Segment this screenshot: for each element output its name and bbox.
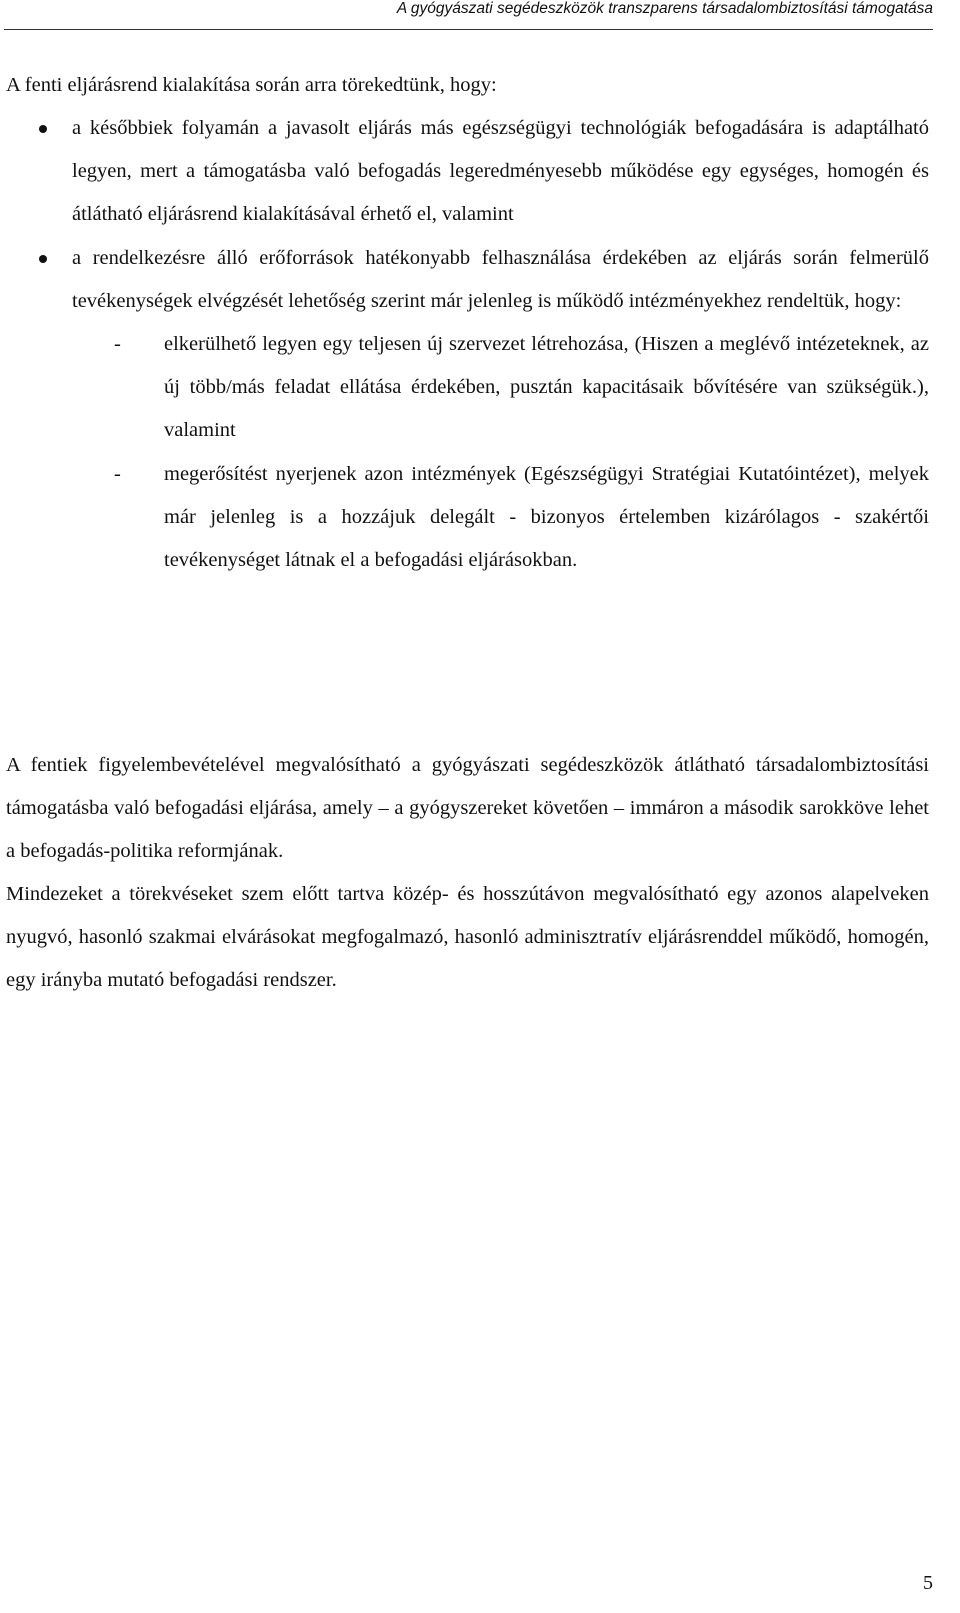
intro-paragraph: A fenti eljárásrend kialakítása során arra törekedtünk, hogy:	[6, 74, 497, 96]
page-number: 5	[923, 1572, 933, 1594]
dash-mark: -	[114, 462, 121, 485]
running-header: A gyógyászati segédeszközök transzparens társadalombiztosítási támogatása	[396, 0, 933, 17]
dash-list-item	[0, 453, 929, 583]
bullet-list	[0, 107, 929, 582]
dash-text: megerősítést nyerjenek azon intézmények (Egészségügyi Stratégiai Kutatóintézet), melyek már jelenleg is a hozzájuk delegált - bizonyos értelemben kizárólagos - szakértői tevékenységet látnak el a befogadási eljárásokban.	[164, 462, 929, 572]
list-item	[0, 107, 929, 237]
goal-paragraph: Mindezeket a törekvéseket szem előtt tartva közép- és hosszútávon megvalósítható egy azonos alapelveken nyugvó, hasonló szakmai elvárásokat megfogalmazó, hasonló adminisztratív eljárásrenddel működő, homogén, egy irányba mutató befogadási rendszer.	[6, 883, 929, 992]
bullet-icon	[39, 125, 47, 133]
list-item	[0, 237, 929, 323]
header-divider	[4, 29, 933, 30]
dash-mark: -	[114, 333, 121, 356]
dash-text: elkerülhető legyen egy teljesen új szervezet létrehozása, (Hiszen a meglévő intézeteknek, az új több/más feladat ellátása érdekében, pusztán kapacitásaik bővítésére van szükségük.), valamint	[164, 333, 929, 442]
conclusion-paragraph: A fentiek figyelembevételével megvalósítható a gyógyászati segédeszközök átlátható társadalombiztosítási támogatásba való befogadási eljárása, amely – a gyógyszereket követően – immáron a második sarokköve lehet a befogadás-politika reformjának.	[6, 754, 929, 863]
bullet-icon	[39, 255, 47, 263]
dash-list-item	[0, 323, 929, 453]
bullet-text: a rendelkezésre álló erőforrások hatékonyabb felhasználása érdekében az eljárás során felmerülő tevékenységek elvégzését lehetőség szerint már jelenleg is működő intézményekhez rendeltük, hogy:	[72, 246, 929, 312]
bullet-text: a későbbiek folyamán a javasolt eljárás más egészségügyi technológiák befogadására is adaptálható legyen, mert a támogatásba való befogadás legeredményesebb működése egy egységes, homogén és átlátható eljárásrend kialakításával érhető el, valamint	[72, 117, 929, 226]
